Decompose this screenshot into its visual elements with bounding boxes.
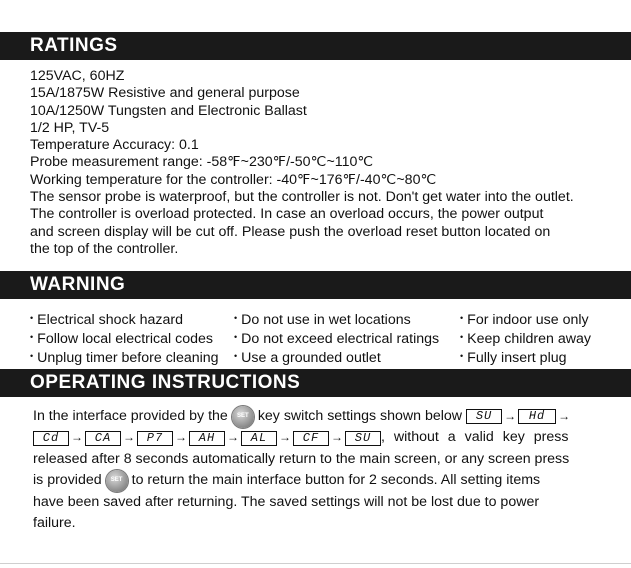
ratings-line: 1/2 HP, TV-5 xyxy=(30,119,110,136)
operating-line xyxy=(33,427,603,448)
ratings-line: Probe measurement range: -58℉~230℉/-50℃~110℃ xyxy=(30,154,374,171)
operating-text-span: to return the main interface button for 2 seconds. All setting items xyxy=(131,472,541,489)
arrow-right-icon: → xyxy=(504,409,517,423)
bullet-icon: • xyxy=(234,350,238,361)
operating-line: failure. xyxy=(33,514,76,531)
set-label: SET xyxy=(236,413,249,419)
warning-item: Keep children away xyxy=(467,330,591,347)
ratings-line: The sensor probe is waterproof, but the controller is not. Don't get water into the outlet. xyxy=(30,189,574,206)
code-box: Cd xyxy=(33,431,69,446)
warning-title: WARNING xyxy=(30,274,126,295)
warning-grid xyxy=(30,310,630,366)
arrow-right-icon: → xyxy=(123,430,135,445)
code-box: SU xyxy=(466,409,502,424)
operating-line xyxy=(33,406,603,427)
bullet-icon: • xyxy=(30,313,34,323)
warning-item: Do not use in wet locations xyxy=(241,312,411,328)
code-box: CA xyxy=(85,431,121,446)
arrow-right-icon: → xyxy=(331,430,343,445)
operating-title: OPERATING INSTRUCTIONS xyxy=(30,372,301,393)
bullet-icon: • xyxy=(460,313,464,323)
ratings-line: Working temperature for the controller: -40℉~176℉/-40℃~80℃ xyxy=(30,171,437,188)
operating-text-span: is provided xyxy=(33,472,102,489)
warning-item: Follow local electrical codes xyxy=(37,330,213,347)
operating-text-span: key switch settings shown below xyxy=(257,408,463,424)
bullet-icon: • xyxy=(234,331,238,342)
set-label: SET xyxy=(110,477,123,484)
set-button-icon xyxy=(232,406,254,428)
operating-header xyxy=(0,369,631,397)
operating-text-span: In the interface provided by the xyxy=(33,408,228,424)
warning-item: Unplug timer before cleaning xyxy=(37,349,219,366)
warning-item: Use a grounded outlet xyxy=(241,349,381,366)
ratings-line: 15A/1875W Resistive and general purpose xyxy=(30,85,300,102)
code-box: AL xyxy=(241,431,277,446)
warning-item: Fully insert plug xyxy=(467,349,567,366)
operating-line xyxy=(33,470,603,491)
code-box: Hd xyxy=(518,409,556,424)
code-box: CF xyxy=(293,431,329,446)
bottom-divider xyxy=(0,563,631,564)
operating-text-span: , without a valid key press xyxy=(381,429,569,446)
warning-row xyxy=(30,329,630,348)
code-box: P7 xyxy=(137,431,173,446)
bullet-icon: • xyxy=(460,331,464,342)
arrow-right-icon: → xyxy=(227,430,239,445)
ratings-list xyxy=(30,68,574,258)
ratings-line: 10A/1250W Tungsten and Electronic Ballast xyxy=(30,102,307,119)
warning-item: Electrical shock hazard xyxy=(37,312,184,328)
warning-row xyxy=(30,310,630,329)
ratings-line: and screen display will be cut off. Please push the overload reset button located on xyxy=(30,223,551,240)
ratings-line: The controller is overload protected. In case an overload occurs, the power output xyxy=(30,206,544,223)
arrow-right-icon: → xyxy=(175,430,187,445)
warning-item: Do not exceed electrical ratings xyxy=(241,330,440,347)
bullet-icon: • xyxy=(234,313,238,323)
bullet-icon: • xyxy=(460,350,464,361)
operating-line: have been saved after returning. The saved settings will not be lost due to power xyxy=(33,493,540,510)
arrow-right-icon: → xyxy=(279,430,291,445)
set-button-icon xyxy=(106,470,128,492)
operating-line: released after 8 seconds automatically return to the main screen, or any screen press xyxy=(33,450,570,467)
ratings-title: RATINGS xyxy=(30,35,118,56)
code-box: SU xyxy=(345,431,381,446)
code-box: AH xyxy=(189,431,225,446)
arrow-right-icon: → xyxy=(558,409,571,423)
arrow-right-icon: → xyxy=(71,430,83,445)
ratings-line: Temperature Accuracy: 0.1 xyxy=(30,137,199,154)
bullet-icon: • xyxy=(30,350,34,361)
warning-item: For indoor use only xyxy=(467,312,589,328)
bullet-icon: • xyxy=(30,331,34,342)
warning-header xyxy=(0,271,631,299)
operating-text xyxy=(33,406,603,534)
ratings-line: the top of the controller. xyxy=(30,240,179,257)
ratings-header xyxy=(0,32,631,60)
warning-row xyxy=(30,348,630,367)
ratings-line: 125VAC, 60HZ xyxy=(30,68,125,84)
